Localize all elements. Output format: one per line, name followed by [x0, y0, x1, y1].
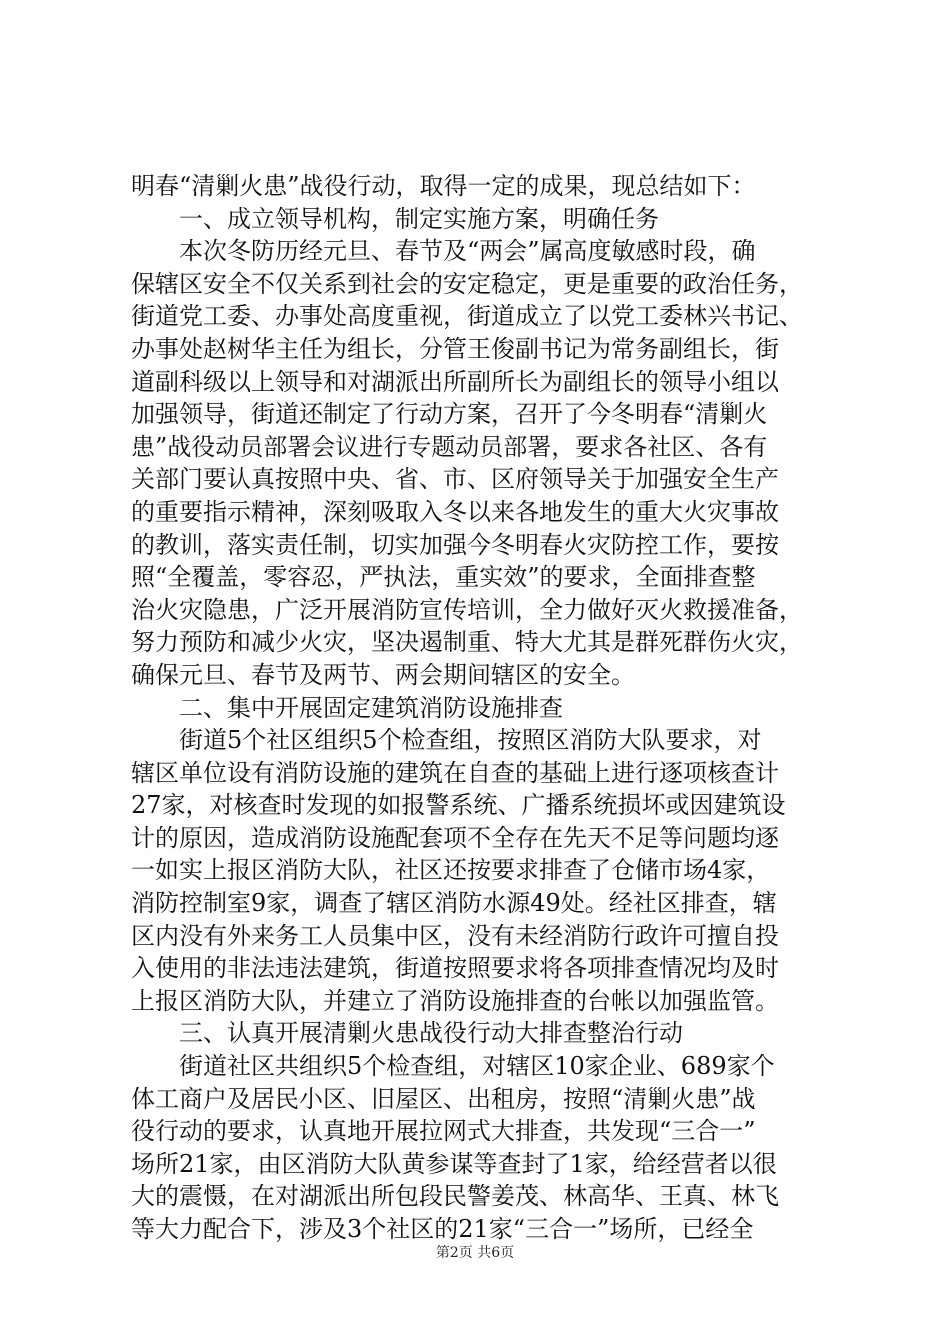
text-line: 的重要指示精神，深刻吸取入冬以来各地发生的重大火灾事故 [131, 497, 779, 526]
text-line: 照“全覆盖，零容忍，严执法，重实效”的要求，全面排查整 [131, 563, 756, 592]
text-line: 场所21家，由区消防大队黄参谋等查封了1家，给经营者以很 [131, 1149, 777, 1178]
text-line: 等大力配合下，涉及3个社区的21家“三合一”场所，已经全 [131, 1215, 754, 1243]
text-line: 办事处赵树华主任为组长，分管王俊副书记为常务副组长，街 [131, 334, 779, 363]
text-line: 治火灾隐患，广泛开展消防宣传培训，全力做好灭火救援准备， [131, 595, 803, 624]
text-line: 患”战役动员部署会议进行专题动员部署，要求各社区、各有 [131, 432, 768, 461]
text-line: 二、集中开展固定建筑消防设施排查 [179, 693, 563, 722]
text-line: 的教训，落实责任制，切实加强今冬明春火灾防控工作，要按 [131, 530, 779, 559]
text-line: 消防控制室9家，调查了辖区消防水源49处。经社区排查，辖 [131, 889, 777, 918]
text-line: 计的原因，造成消防设施配套项不全存在先天不足等问题均逐 [131, 823, 779, 852]
text-line: 街道党工委、办事处高度重视，街道成立了以党工委林兴书记、 [131, 302, 803, 331]
text-line: 本次冬防历经元旦、春节及“两会”属高度敏感时段，确 [179, 237, 756, 266]
text-line: 街道5个社区组织5个检查组，按照区消防大队要求，对 [179, 726, 762, 755]
text-line: 一、成立领导机构，制定实施方案，明确任务 [179, 204, 659, 233]
text-line: 27家，对核查时发现的如报警系统、广播系统损坏或因建筑设 [131, 791, 786, 820]
text-line: 街道社区共组织5个检查组，对辖区10家企业、689家个 [179, 1052, 775, 1081]
text-line: 三、认真开展清剿火患战役行动大排查整治行动 [179, 1019, 683, 1048]
text-line: 加强领导，街道还制定了行动方案，召开了今冬明春“清剿火 [131, 400, 768, 429]
text-line: 入使用的非法违法建筑，街道按照要求将各项排查情况均及时 [131, 954, 779, 983]
page-footer: 第2页 共6页 [435, 1245, 515, 1261]
text-line: 努力预防和减少火灾，坚决遏制重、特大尤其是群死群伤火灾， [131, 628, 803, 657]
text-line: 一如实上报区消防大队，社区还按要求排查了仓储市场4家， [131, 856, 771, 885]
text-line: 辖区单位设有消防设施的建筑在自查的基础上进行逐项核查计 [131, 758, 779, 787]
text-line: 大的震慑，在对湖派出所包段民警姜茂、林高华、王真、林飞 [131, 1182, 779, 1211]
text-line: 区内没有外来务工人员集中区，没有未经消防行政许可擅自投 [131, 921, 779, 950]
text-line: 保辖区安全不仅关系到社会的安定稳定，更是重要的政治任务， [131, 269, 803, 298]
text-line: 役行动的要求，认真地开展拉网式大排查，共发现“三合一” [131, 1117, 756, 1146]
text-line: 上报区消防大队，并建立了消防设施排查的台帐以加强监管。 [131, 986, 779, 1015]
document-body [131, 170, 831, 1246]
text-line: 体工商户及居民小区、旧屋区、出租房，按照“清剿火患”战 [131, 1084, 756, 1113]
text-line: 道副科级以上领导和对湖派出所副所长为副组长的领导小组以 [131, 367, 779, 396]
text-line: 明春“清剿火患”战役行动，取得一定的成果，现总结如下： [131, 172, 756, 200]
text-line: 关部门要认真按照中央、省、市、区府领导关于加强安全生产 [131, 465, 779, 494]
text-line: 确保元旦、春节及两节、两会期间辖区的安全。 [131, 660, 635, 689]
